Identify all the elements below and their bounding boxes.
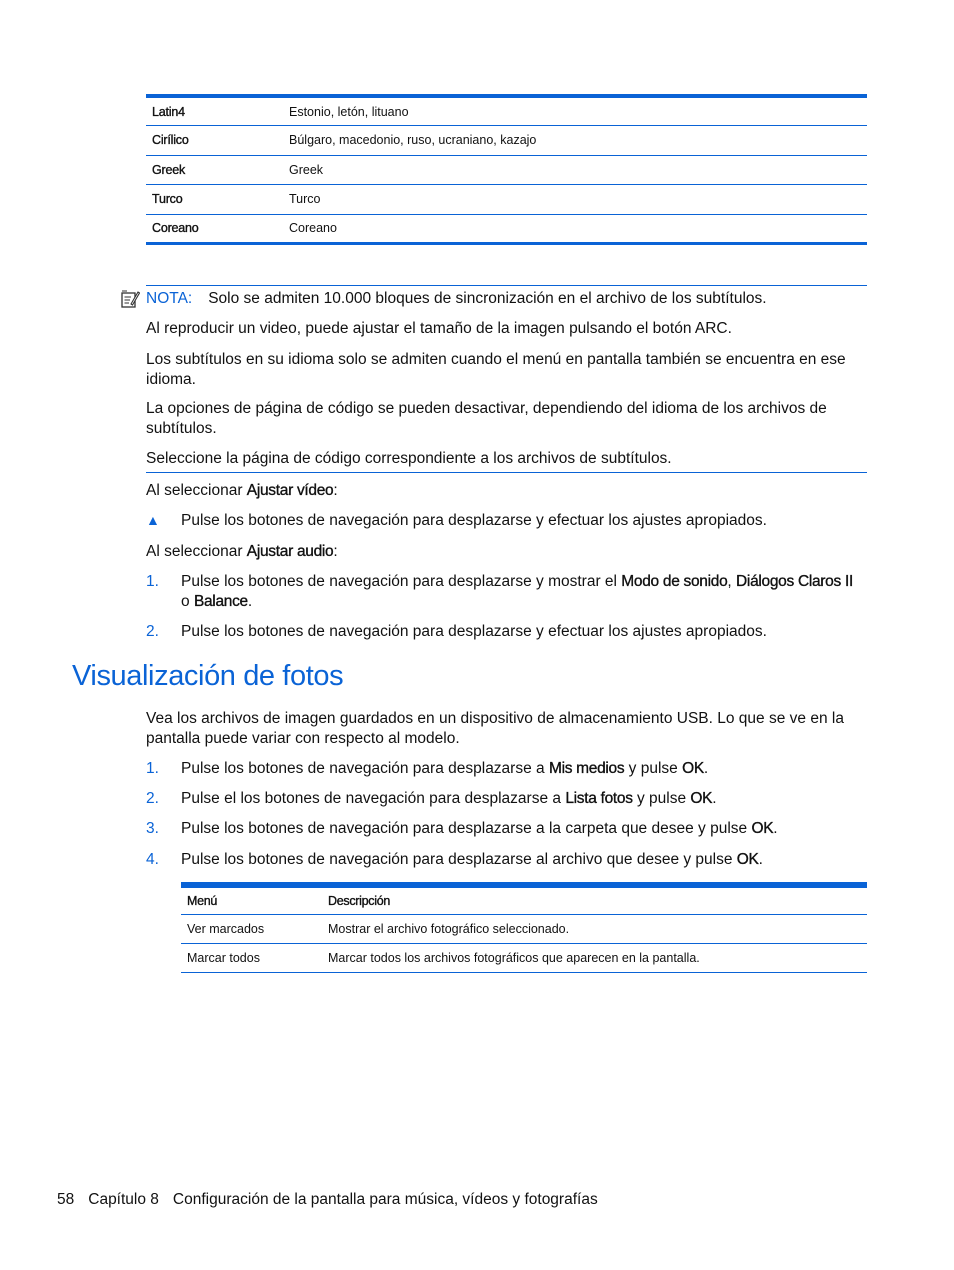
intro-text: Al seleccionar [146, 482, 247, 499]
section-title: Visualización de fotos [72, 660, 344, 692]
menu-table [181, 882, 867, 973]
video-intro [146, 481, 858, 501]
table-row [181, 914, 867, 943]
row-key: Latin4 [152, 104, 185, 119]
row-key: Turco [146, 185, 283, 215]
table-row [146, 214, 867, 244]
row-key: Greek [146, 155, 283, 185]
table-cell: Mostrar el archivo fotográfico seleccionado. [322, 914, 867, 943]
charset-table [146, 94, 867, 245]
menu-ref: Balance [193, 592, 248, 610]
table-row [181, 944, 867, 973]
note-paragraph: Los subtítulos en su idioma solo se admiten cuando el menú en pantalla también se encuentra en ese idioma. [146, 351, 846, 388]
step-number: 4. [146, 851, 159, 868]
menu-ref: Lista fotos [565, 790, 633, 807]
row-value: Turco [283, 185, 867, 215]
table-row [146, 96, 867, 126]
table-row [146, 155, 867, 185]
page-number: 58 [57, 1191, 75, 1208]
intro-text: Al seleccionar [146, 543, 247, 560]
step-number: 1. [146, 760, 159, 777]
chapter-label: Capítulo 8 [88, 1191, 159, 1208]
note-paragraph: La opciones de página de código se pueden desactivar, dependiendo del idioma de los archivos de subtítulos. [146, 400, 827, 437]
menu-ref: Diálogos Claros II [736, 573, 853, 590]
step-part: o [181, 592, 194, 610]
step-part: . [247, 592, 253, 610]
table-cell: Ver marcados [181, 914, 322, 943]
step-part: , [727, 573, 737, 590]
step-number: 2. [146, 623, 159, 640]
menu-ref: Mis medios [548, 760, 625, 777]
note-paragraph: Al reproducir un video, puede ajustar el tamaño de la imagen pulsando el botón ARC. [146, 320, 732, 337]
row-value: Búlgaro, macedonio, ruso, ucraniano, kazajo [283, 126, 867, 156]
row-key: Coreano [146, 214, 283, 244]
table-row [146, 126, 867, 156]
step-text [181, 819, 861, 839]
menu-ref: OK [682, 760, 704, 777]
menu-ref: Ajustar vídeo [246, 482, 334, 499]
intro-end: : [333, 482, 338, 499]
step-number: 1. [146, 573, 159, 590]
step-text [181, 759, 861, 779]
step-part: . [758, 851, 763, 868]
step-part: y pulse [624, 760, 683, 777]
menu-ref: Modo de sonido [621, 573, 728, 590]
note-paragraph: Seleccione la página de código correspondiente a los archivos de subtítulos. [146, 450, 672, 467]
step-text: Pulse los botones de navegación para desplazarse y efectuar los ajustes apropiados. [181, 623, 767, 640]
menu-ref: OK [736, 851, 759, 868]
table-cell: Marcar todos los archivos fotográficos que aparecen en la pantalla. [322, 944, 867, 973]
step-part: . [703, 760, 709, 777]
step-part: . [773, 820, 778, 837]
intro-end: : [333, 543, 338, 560]
step-number: 2. [146, 790, 159, 807]
section-intro: Vea los archivos de imagen guardados en un dispositivo de almacenamiento USB. Lo que se ve en la pantalla puede variar con respecto al modelo. [146, 710, 844, 747]
note-label: NOTA: [146, 290, 193, 307]
step-part: Pulse los botones de navegación para desplazarse al archivo que desee y pulse [181, 851, 737, 868]
note-text: Solo se admiten 10.000 bloques de sincronización en el archivo de los subtítulos. [208, 290, 767, 307]
table-cell: Marcar todos [181, 944, 322, 973]
note-line [146, 289, 858, 309]
step-part: Pulse los botones de navegación para desplazarse y mostrar el [181, 573, 622, 590]
row-value: Coreano [283, 214, 867, 244]
row-value: Greek [283, 155, 867, 185]
step-text [181, 850, 861, 870]
menu-ref: OK [690, 790, 713, 807]
chapter-title: Configuración de la pantalla para música, vídeos y fotografías [172, 1191, 598, 1208]
menu-ref: OK [751, 820, 774, 837]
triangle-bullet-icon: ▲ [146, 512, 160, 528]
step-number: 3. [146, 820, 159, 837]
menu-ref: Ajustar audio [246, 543, 334, 560]
audio-intro [146, 542, 858, 562]
page-footer [57, 1191, 598, 1209]
bullet-text: Pulse los botones de navegación para desplazarse y efectuar los ajustes apropiados. [181, 512, 767, 529]
step-text [181, 572, 861, 611]
column-header: Menú [187, 893, 218, 908]
table-row [146, 185, 867, 215]
column-header: Descripción [328, 893, 391, 908]
row-key: Cirílico [146, 126, 283, 156]
step-part: Pulse el los botones de navegación para desplazarse a [181, 790, 566, 807]
step-part: Pulse los botones de navegación para desplazarse a la carpeta que desee y pulse [181, 820, 752, 837]
note-icon [120, 289, 140, 309]
step-part: Pulse los botones de navegación para desplazarse a [181, 760, 549, 777]
step-text [181, 789, 861, 809]
row-value: Estonio, letón, lituano [289, 104, 409, 119]
step-part: y pulse [632, 790, 691, 807]
step-part: . [712, 790, 717, 807]
table-header-row [181, 885, 867, 914]
